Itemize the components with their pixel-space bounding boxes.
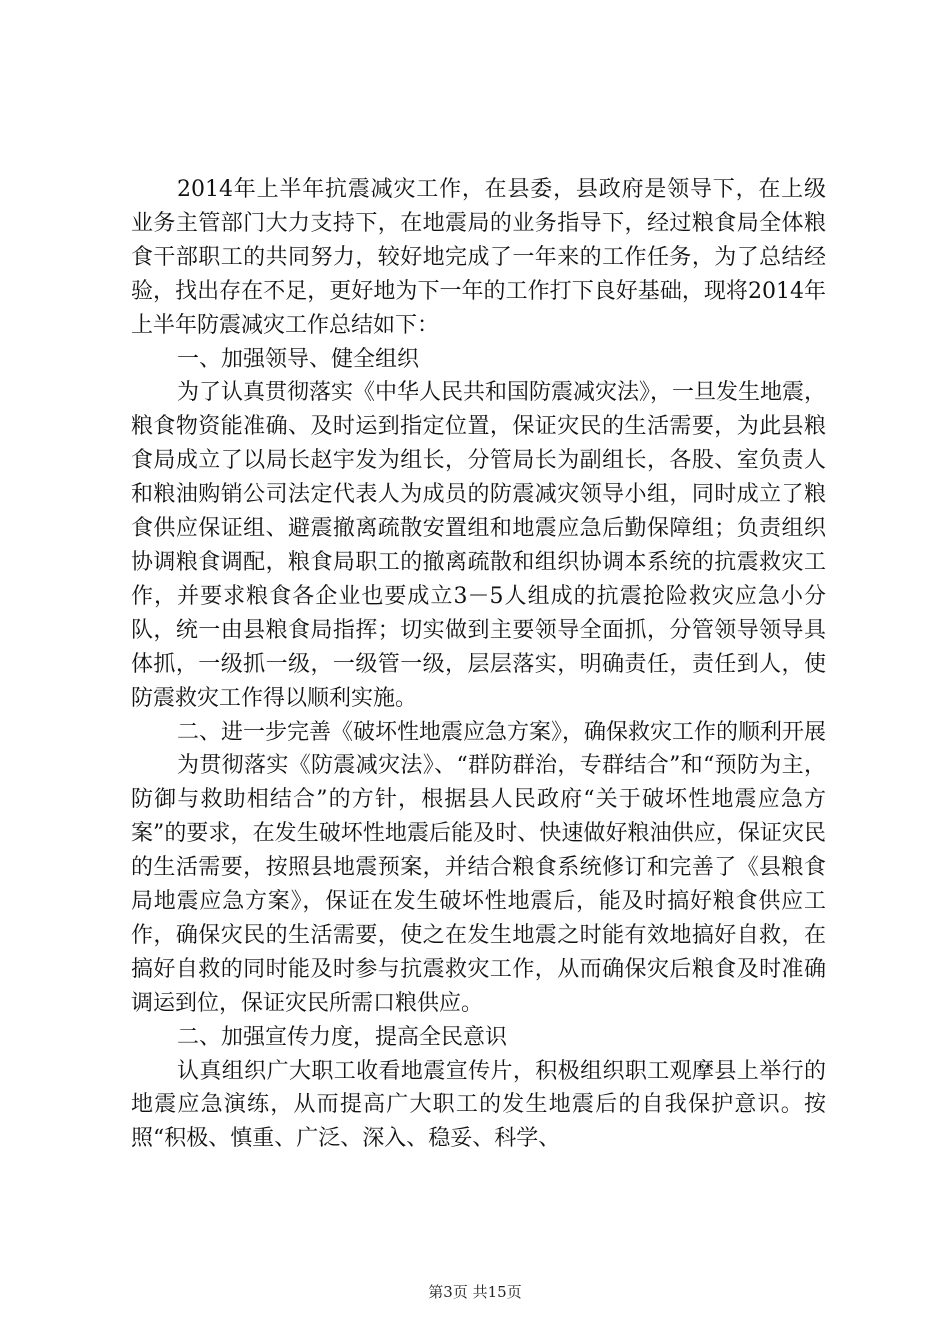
paragraph-intro: 2014年上半年抗震减灾工作，在县委，县政府是领导下，在上级业务主管部门大力支持下，在地震局的业务指导下，经过粮食局全体粮食干部职工的共同努力，较好地完成了一年来的工作任务，为了总结经验，找出存在不足，更好地为下一年的工作打下良好基础，现将2014年上半年防震减灾工作总结如下： — [131, 177, 826, 338]
document-body — [131, 173, 826, 1156]
paragraph-section-3: 认真组织广大职工收看地震宣传片，积极组织职工观摩县上举行的地震应急演练，从而提高广大职工的发生地震后的自我保护意识。按照“积极、慎重、广泛、深入、稳妥、科学、 — [131, 1058, 826, 1152]
heading-section-1: 一、加强领导、健全组织 — [177, 346, 420, 372]
paragraph-section-2: 为贯彻落实《防震减灾法》、“群防群治，专群结合”和“预防为主，防御与救助相结合”的方针，根据县人民政府“关于破坏性地震应急方案”的要求，在发生破坏性地震后能及时、快速做好粮油供应，保证灾民的生活需要，按照县地震预案，并结合粮食系统修订和完善了《县粮食局地震应急方案》，保证在发生破坏性地震后，能及时搞好粮食供应工作，确保灾民的生活需要，使之在发生地震之时能有效地搞好自救，在搞好自救的同时能及时参与抗震救灾工作，从而确保灾后粮食及时准确调运到位，保证灾民所需口粮供应。 — [131, 753, 826, 1016]
heading-section-2: 二、进一步完善《破坏性地震应急方案》，确保救灾工作的顺利开展 — [177, 719, 827, 745]
heading-section-3: 二、加强宣传力度，提高全民意识 — [177, 1024, 508, 1050]
page-footer: 第3页 共15页 — [428, 1283, 522, 1301]
paragraph-section-1: 为了认真贯彻落实《中华人民共和国防震减灾法》，一旦发生地震，粮食物资能准确、及时运到指定位置，保证灾民的生活需要，为此县粮食局成立了以局长赵宇发为组长，分管局长为副组长，各股、室负责人和粮油购销公司法定代表人为成员的防震减灾领导小组，同时成立了粮食供应保证组、避震撤离疏散安置组和地震应急后勤保障组；负责组织协调粮食调配，粮食局职工的撤离疏散和组织协调本系统的抗震救灾工作，并要求粮食各企业也要成立3－5人组成的抗震抢险救灾应急小分队，统一由县粮食局指挥；切实做到主要领导全面抓，分管领导领导具体抓，一级抓一级，一级管一级，层层落实，明确责任，责任到人，使防震救灾工作得以顺利实施。 — [131, 380, 827, 711]
